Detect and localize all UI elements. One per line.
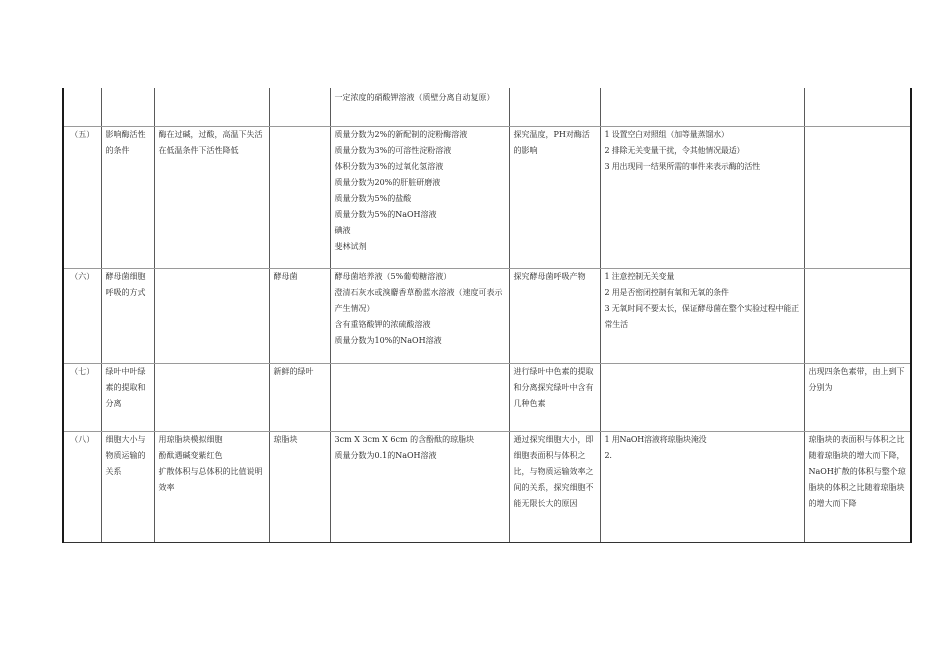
reagents-cell (330, 363, 509, 431)
principle-cell (154, 88, 269, 126)
reagent-line: 3cm X 3cm X 6cm 的含酚酞的琼脂块 (334, 434, 475, 444)
principle-cell (154, 268, 269, 363)
note-line: 1 用NaOH溶液将琼脂块淹没 (604, 434, 707, 444)
row-number: （七） (63, 363, 101, 431)
material-cell: 琼脂块 (269, 431, 330, 542)
table-row (63, 268, 911, 363)
reagents-cell (330, 268, 509, 363)
note-line: 1 注意控制无关变量 (604, 271, 675, 281)
row-number: （六） (63, 268, 101, 363)
principle-cell (154, 363, 269, 431)
material-cell (269, 88, 330, 126)
reagent-line: 一定浓度的硝酸钾溶液（质壁分离自动复原） (334, 93, 495, 102)
material-cell: 酵母菌 (269, 268, 330, 363)
note-line: 2 排除无关变量干扰，令其他情况最适） (604, 145, 745, 155)
result-cell: 琼脂块的表面积与体积之比随着琼脂块的增大而下降，NaOH扩散的体积与整个琼脂块的体积之比随着琼脂块的增大而下降 (804, 431, 911, 542)
row-number (63, 88, 101, 126)
reagent-line: 酵母菌培养液（5%葡萄糖溶液） (334, 271, 452, 281)
purpose-cell: 探究温度，PH对酶活的影响 (509, 126, 600, 268)
row-number: （五） (63, 126, 101, 268)
experiment-name: 酵母菌细胞呼吸的方式 (101, 268, 154, 363)
notes-cell (600, 431, 804, 542)
reagents-cell (330, 126, 509, 268)
table-body (63, 88, 911, 542)
reagents-cell (330, 88, 509, 126)
table-row (63, 126, 911, 268)
table-row (63, 431, 911, 542)
purpose-cell (509, 88, 600, 126)
notes-cell (600, 268, 804, 363)
reagent-line: 质量分数为20%的肝脏研磨液 (334, 177, 441, 187)
table-row (63, 88, 911, 126)
purpose-cell: 进行绿叶中色素的提取和分离探究绿叶中含有几种色素 (509, 363, 600, 431)
reagent-line: 质量分数为3%的可溶性淀粉溶液 (334, 145, 452, 155)
reagent-line: 含有重铬酸钾的浓硫酸溶液 (334, 319, 431, 329)
experiment-name: 绿叶中叶绿素的提取和分离 (101, 363, 154, 431)
principle-cell (154, 431, 269, 542)
result-cell (804, 268, 911, 363)
material-cell (269, 126, 330, 268)
row-number: （八） (63, 431, 101, 542)
material-cell: 新鲜的绿叶 (269, 363, 330, 431)
reagent-line: 质量分数为10%的NaOH溶液 (334, 335, 442, 345)
purpose-cell: 通过探究细胞大小，即细胞表面积与体积之比，与物质运输效率之间的关系，探究细胞不能无限长大的原因 (509, 431, 600, 542)
experiment-name (101, 88, 154, 126)
result-cell (804, 126, 911, 268)
principle-text: 用琼脂块模拟细胞 酚酞遇碱变紫红色 扩散体积与总体积的比值说明效率 (158, 434, 263, 492)
reagent-line: 斐林试剂 (334, 241, 367, 251)
experiment-name: 细胞大小与物质运输的关系 (101, 431, 154, 542)
experiment-name: 影响酶活性的条件 (101, 126, 154, 268)
experiment-table (62, 88, 912, 543)
result-cell (804, 88, 911, 126)
note-line: 2 用是否密闭控制有氧和无氧的条件 (604, 287, 729, 297)
reagents-cell (330, 431, 509, 542)
note-line: 3 无氧时间不要太长，保证酵母菌在整个实验过程中能正常生活 (604, 303, 799, 329)
notes-cell (600, 363, 804, 431)
reagent-line: 碘液 (334, 225, 351, 235)
reagent-line: 质量分数为2%的新配制的淀粉酶溶液 (334, 129, 468, 139)
notes-cell (600, 88, 804, 126)
purpose-cell: 探究酵母菌呼吸产物 (509, 268, 600, 363)
reagent-line: 质量分数为0.1的NaOH溶液 (334, 450, 437, 460)
principle-cell (154, 126, 269, 268)
note-line: 2. (604, 450, 612, 460)
principle-text: 酶在过碱，过酸，高温下失活 在低温条件下活性降低 (158, 129, 263, 155)
reagent-line: 质量分数为5%的盐酸 (334, 193, 412, 203)
table-row (63, 363, 911, 431)
note-line: 3 用出现同一结果所需的事件来表示酶的活性 (604, 161, 760, 171)
notes-cell (600, 126, 804, 268)
reagent-line: 体积分数为3%的过氧化氢溶液 (334, 161, 444, 171)
result-cell: 出现四条色素带，由上到下分别为 (804, 363, 911, 431)
note-line: 1 设置空白对照组（加等量蒸馏水） (604, 129, 729, 139)
reagent-line: 澄清石灰水或溴麝香草酚蓝水溶液（速度可表示产生情况） (334, 287, 503, 313)
reagent-line: 质量分数为5%的NaOH溶液 (334, 209, 437, 219)
